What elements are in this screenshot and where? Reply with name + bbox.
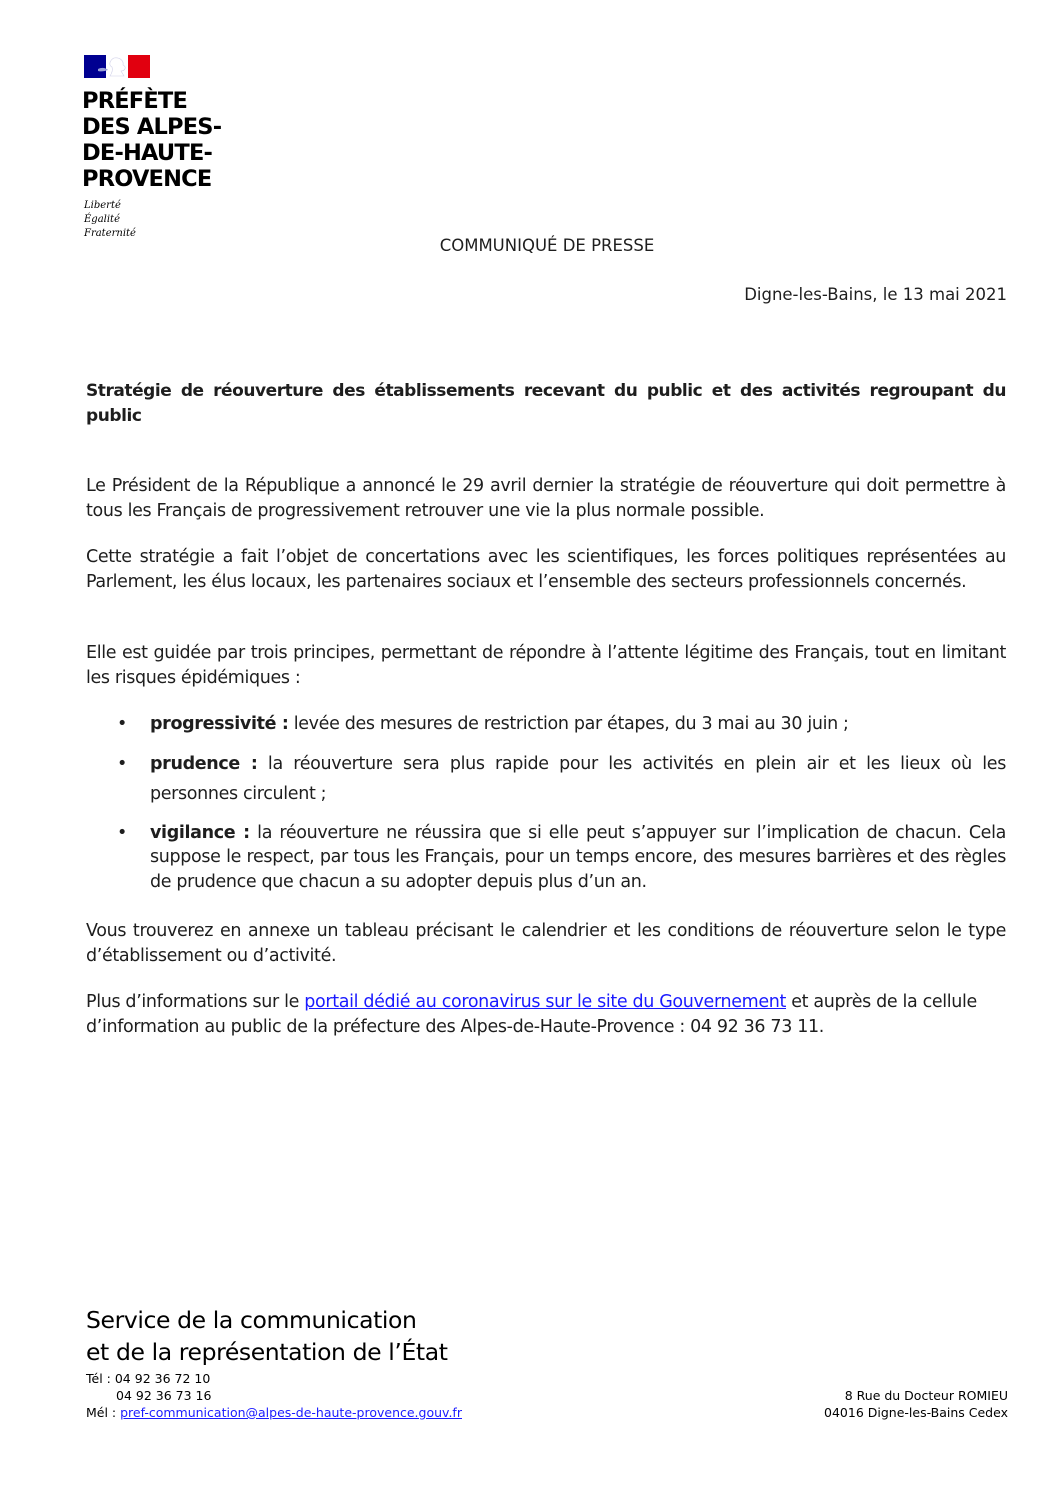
info-suffix: et auprès de la cellule d’information au public de la préfecture des Alpes-de-Haute-Provence : 04 92 36 73 11. [86,992,977,1037]
press-release-headline: Stratégie de réouverture des établissements recevant du public et des activités regroupant du public [86,381,1006,426]
flag-red-band [128,55,150,78]
document-type: COMMUNIQUÉ DE PRESSE [439,236,655,255]
government-coronavirus-portal-link[interactable]: portail dédié au coronavirus sur le site du Gouvernement [304,992,787,1012]
contact-block [86,1370,462,1421]
principle-term: prudence : [150,753,258,774]
info-paragraph [86,990,1006,1039]
motto-line: Fraternité [84,228,136,239]
paragraph: Cette stratégie a fait l’objet de concertations avec les scientifiques, les forces politiques représentées au Parlement, les élus locaux, les partenaires sociaux et l’ensemble des secteurs professionnels concernés. [86,547,1006,592]
institution-line: DE-HAUTE- [82,140,213,166]
phone-number: 04 92 36 72 10 [114,1371,211,1386]
email-link[interactable]: pref-communication@alpes-de-haute-provence.gouv.fr [120,1405,462,1420]
phone-number: 04 92 36 73 16 [116,1388,212,1403]
bullet-icon: • [117,714,127,734]
mail-label: Mél : [86,1405,117,1420]
republic-motto [84,199,136,241]
institution-line: PROVENCE [82,166,212,192]
service-line: Service de la communication [86,1306,417,1334]
tel-label: Tél : [86,1371,111,1386]
principles-list [86,712,1006,906]
list-item [86,712,1006,737]
list-item [86,821,1006,895]
address-line: 8 Rue du Docteur ROMIEU [844,1388,1008,1403]
paragraph: Le Président de la République a annoncé le 29 avril dernier la stratégie de réouverture qui doit permettre à tous les Français de progressivement retrouver une vie la plus normale possible. [86,476,1006,521]
principle-term: vigilance : [150,822,250,843]
motto-line: Liberté [84,200,121,211]
republique-francaise-logo [84,55,150,78]
motto-line: Égalité [84,214,120,225]
date-line: Digne-les-Bains, le 13 mai 2021 [744,285,1007,304]
principle-text: la réouverture sera plus rapide pour les activités en plein air et les lieux où les personnes circulent ; [150,753,1006,804]
paragraph: Elle est guidée par trois principes, permettant de répondre à l’attente légitime des Français, tout en limitant les risques épidémiques : [86,643,1006,688]
list-item [86,749,1006,809]
principle-text: la réouverture ne réussira que si elle peut s’appuyer sur l’implication de chacun. Cela suppose le respect, par tous les Français, pour un temps encore, des mesures barrières et des règles de prudence que chacun a su adopter depuis plus d’un an. [150,822,1006,892]
principle-text: levée des mesures de restriction par étapes, du 3 mai au 30 juin ; [288,714,849,734]
principle-term: progressivité : [150,714,289,734]
postal-address [824,1387,1008,1421]
bullet-icon: • [117,822,127,843]
info-prefix: Plus d’informations sur le [86,992,305,1012]
bullet-icon: • [117,753,127,774]
institution-line: PRÉFÈTE [82,88,188,114]
flag-blue-band [84,55,106,78]
annex-paragraph: Vous trouverez en annexe un tableau précisant le calendrier et les conditions de réouverture selon le type d’établissement ou d’activité. [86,921,1006,966]
institution-name [82,88,221,192]
institution-line: DES ALPES- [82,114,222,140]
address-line: 04016 Digne-les-Bains Cedex [824,1405,1008,1420]
service-line: et de la représentation de l’État [86,1338,448,1366]
service-name [86,1304,448,1368]
